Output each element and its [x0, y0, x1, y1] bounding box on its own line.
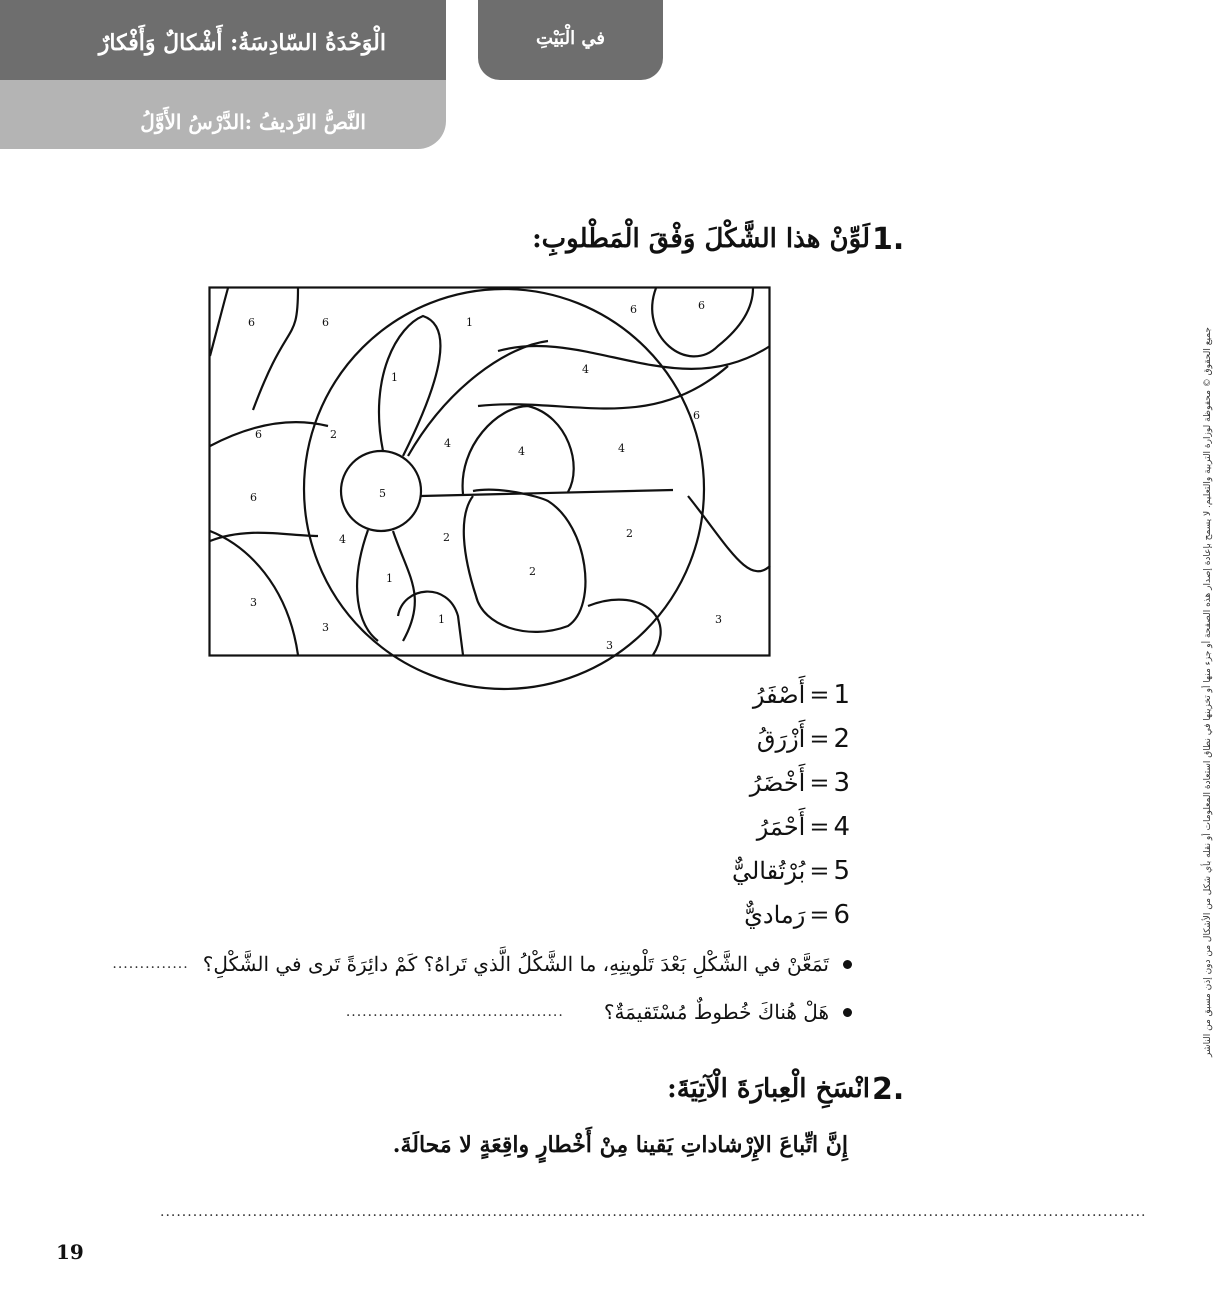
- region-label: 3: [715, 613, 722, 626]
- region-label: 4: [618, 442, 625, 455]
- key-row-6: [744, 900, 850, 930]
- key-row-3: [750, 768, 850, 798]
- page-number: 19: [56, 1240, 84, 1264]
- bullet-icon: [843, 960, 852, 969]
- key-number: 4: [833, 812, 850, 842]
- unit-title: الْوَحْدَةُ السّادِسَةُ: أَشْكالٌ وَأَفْكارٌ: [98, 30, 386, 56]
- key-color-name: رَماديٌّ: [744, 901, 806, 929]
- region-label: 6: [322, 316, 329, 329]
- key-row-1: [753, 680, 850, 710]
- bullet-icon: [843, 1008, 852, 1017]
- key-equals: =: [809, 681, 830, 709]
- key-equals: =: [809, 901, 830, 929]
- region-label: 3: [606, 639, 613, 652]
- region-label: 4: [518, 445, 525, 458]
- region-label: 6: [698, 299, 705, 312]
- question-1-title: لَوِّنْ هذا الشَّكْلَ وَفْقَ الْمَطْلوبِ:: [532, 224, 870, 254]
- bullet-question-2: [346, 1000, 852, 1024]
- region-label: 2: [443, 531, 450, 544]
- region-label: 2: [626, 527, 633, 540]
- region-label: 2: [330, 428, 337, 441]
- petal-bottom-2: [393, 531, 415, 641]
- answer-blank[interactable]: ........................................: [345, 1004, 564, 1020]
- key-number: 5: [833, 856, 850, 886]
- question-2-title: انْسَخِ الْعِبارَةَ الْآتِيَةَ:: [667, 1074, 870, 1104]
- region-label: 4: [339, 533, 346, 546]
- region-label: 4: [582, 363, 589, 376]
- key-row-5: [732, 856, 850, 886]
- copy-sentence: إِنَّ اتِّباعَ الإِرْشاداتِ يَقينا مِنْ أَخْطارٍ واقِعَةٍ لا مَحالَةَ.: [392, 1132, 848, 1158]
- key-number: 1: [833, 680, 850, 710]
- answer-blank[interactable]: ..............: [112, 956, 189, 972]
- lower-oval: [464, 490, 586, 632]
- figure-frame: [210, 288, 770, 656]
- key-number: 6: [833, 900, 850, 930]
- key-color-name: أَخْضَرُ: [749, 769, 806, 797]
- key-color-name: أَحْمَرُ: [756, 813, 806, 841]
- bottom-lobe: [398, 592, 463, 655]
- key-row-2: [757, 724, 850, 754]
- region-label: 1: [391, 371, 398, 384]
- key-color-name: بُرْتُقاليٌّ: [731, 857, 806, 885]
- curve-bottom-left: [210, 531, 298, 655]
- curve-top-left: [253, 288, 298, 410]
- key-equals: =: [809, 813, 830, 841]
- region-label: 2: [529, 565, 536, 578]
- region-label: 6: [255, 428, 262, 441]
- key-number: 3: [833, 768, 850, 798]
- region-label: 4: [444, 437, 451, 450]
- bullet-question-1: [112, 952, 852, 976]
- coloring-figure: [208, 286, 772, 658]
- home-tab-label: في الْبَيْتِ: [536, 28, 605, 49]
- key-equals: =: [809, 725, 830, 753]
- region-label: 1: [386, 572, 393, 585]
- region-label: 6: [693, 409, 700, 422]
- key-color-name: أَزْرَقُ: [756, 725, 806, 753]
- region-label: 1: [438, 613, 445, 626]
- horizontal-line: [421, 490, 673, 496]
- curve-right-band-2: [478, 366, 728, 409]
- petal-top: [379, 316, 440, 456]
- question-2-number: 2.: [872, 1072, 905, 1107]
- region-label: 6: [630, 303, 637, 316]
- region-label: 3: [250, 596, 257, 609]
- curve-right-band: [498, 346, 770, 369]
- region-label: 6: [250, 491, 257, 504]
- bullet-text: تَمَعَّنْ في الشَّكْلِ بَعْدَ تَلْوينِهِ، ما الشَّكْلُ الَّذي تَراهُ؟ كَمْ دائِرَةً تَرى في الشَّكْلِ؟: [202, 952, 829, 976]
- key-equals: =: [809, 769, 830, 797]
- lesson-title-tab: [0, 80, 446, 149]
- copyright-note: جميع الحقوق © محفوظة لوزارة التربية والتعليم. لا يسمح بإعادة إصدار هذه الصفحة أو جزء منها أو تخزينها في نطاق استعادة المعلومات أو نقله بأي شكل من الأشكال من دون إذن مسبق من الناشر: [1203, 327, 1213, 1057]
- curve-top-left-2: [210, 288, 228, 356]
- region-label: 5: [379, 487, 386, 500]
- petal-bottom: [357, 530, 378, 641]
- question-1-number: 1.: [872, 222, 905, 257]
- key-row-4: [757, 812, 850, 842]
- copy-answer-line[interactable]: .....................................................................................................................................................................................: [160, 1204, 1147, 1220]
- key-number: 2: [833, 724, 850, 754]
- region-label: 1: [466, 316, 473, 329]
- key-equals: =: [809, 857, 830, 885]
- home-tab: [478, 0, 663, 80]
- lesson-title: النَّصُّ الرَّديفُ :الدَّرْسُ الأَوَّلُ: [140, 110, 366, 134]
- region-label: 3: [322, 621, 329, 634]
- bullet-text: هَلْ هُناكَ خُطوطٌ مُسْتَقيمَةٌ؟: [603, 1000, 829, 1024]
- key-color-name: أَصْفَرُ: [752, 681, 806, 709]
- curve-right-lower: [688, 496, 770, 571]
- region-label: 6: [248, 316, 255, 329]
- unit-title-tab: [0, 0, 446, 80]
